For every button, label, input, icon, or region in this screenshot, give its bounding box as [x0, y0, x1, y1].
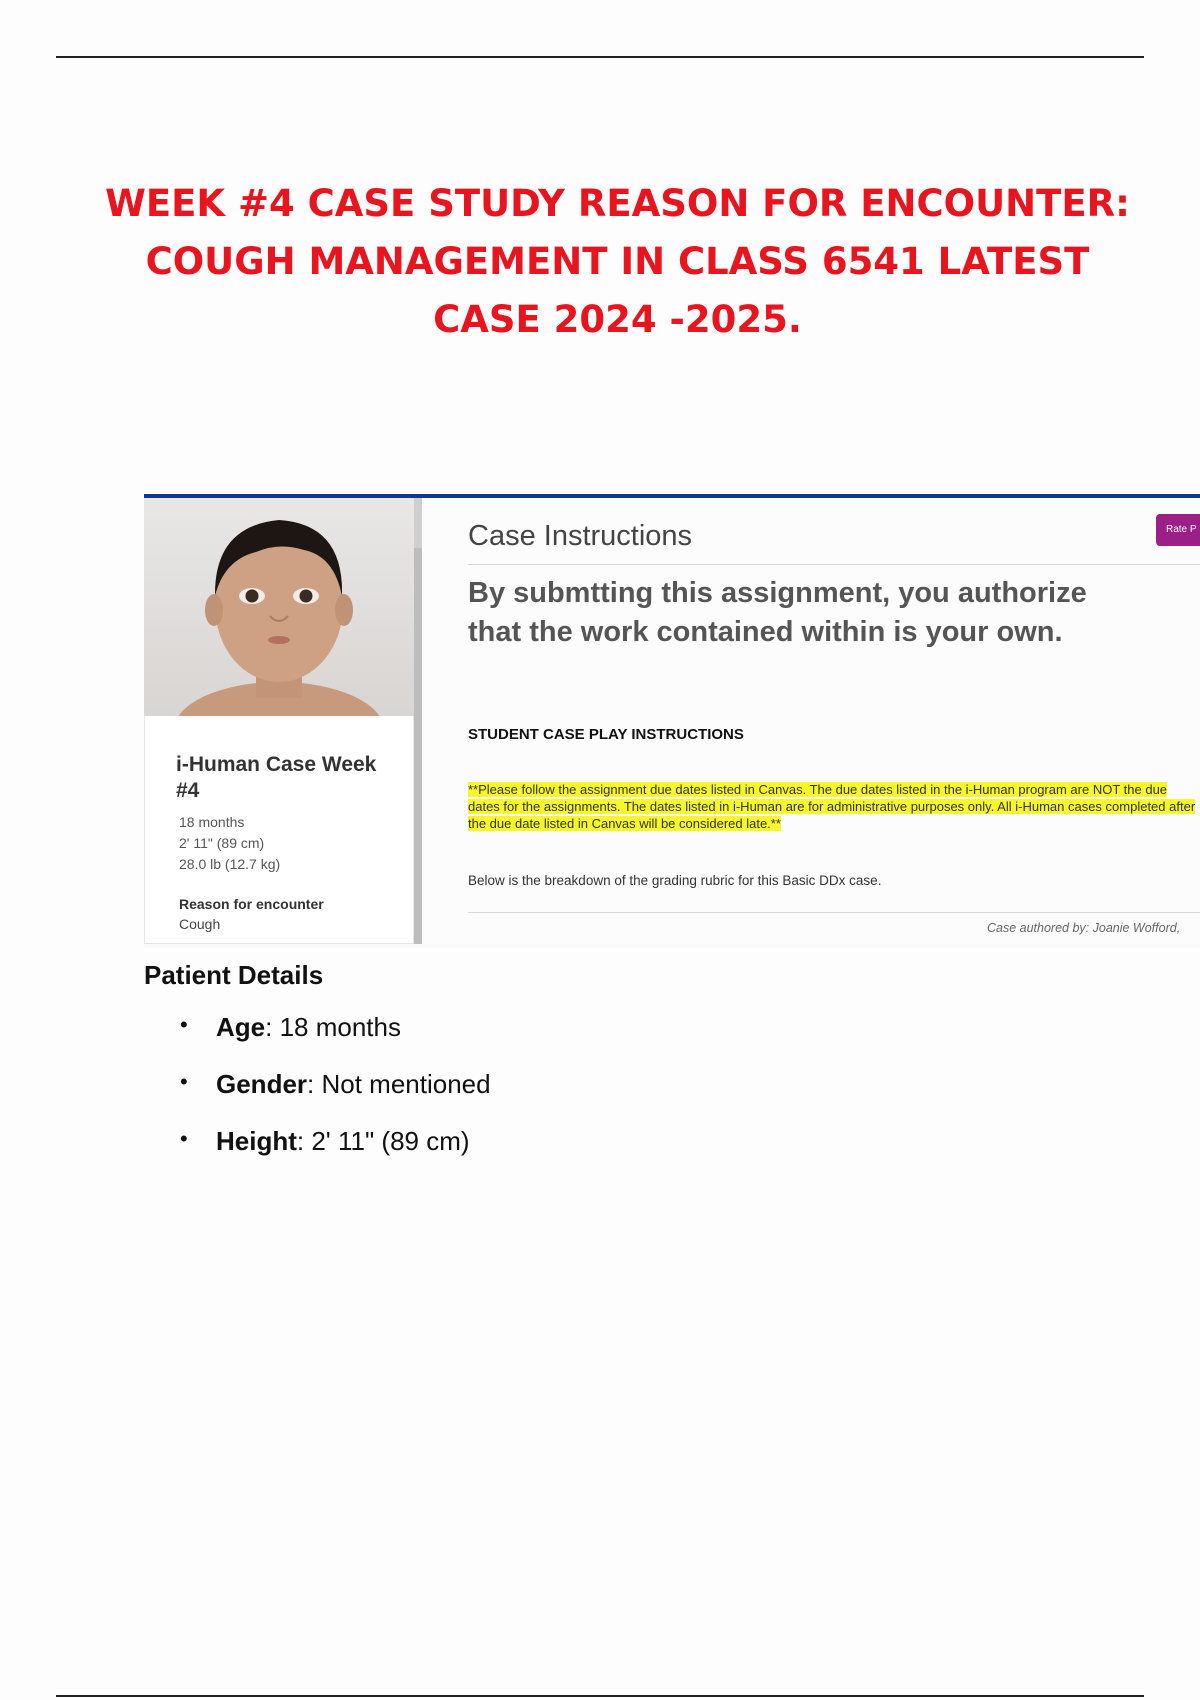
sidebar-scrollbar[interactable] — [414, 548, 422, 944]
reason-label: Reason for encounter — [179, 896, 324, 912]
footer-divider — [468, 912, 1200, 913]
title-line-3: CASE 2024 -2025. — [433, 298, 802, 341]
case-name: i-Human Case Week #4 — [176, 753, 377, 802]
patient-details-heading: Patient Details — [144, 960, 324, 990]
case-instructions-panel — [422, 498, 1200, 944]
bullet: • — [180, 1012, 188, 1037]
rubric-breakdown-text: Below is the breakdown of the grading rubric for this Basic DDx case. — [468, 873, 882, 888]
patient-sidebar — [144, 498, 422, 944]
detail-label: Height — [216, 1126, 297, 1156]
detail-value: : Not mentioned — [307, 1069, 491, 1099]
top-rule — [56, 56, 1144, 58]
title-line-2: COUGH MANAGEMENT IN CLASS 6541 LATEST — [145, 240, 1090, 283]
list-item — [180, 1126, 491, 1183]
list-item — [180, 1012, 491, 1069]
authorization-statement — [468, 574, 1087, 652]
instructions-heading: STUDENT CASE PLAY INSTRUCTIONS — [468, 726, 744, 743]
case-author: Case authored by: Joanie Wofford, — [987, 921, 1181, 935]
reason-value: Cough — [179, 916, 221, 932]
detail-label: Gender — [216, 1069, 308, 1099]
due-date-notice-text: **Please follow the assignment due dates listed in Canvas. The due dates listed in the i-Human program are NOT the due dates for the assignments. The dates listed in i-Human are for administrative purposes only. All i-Human cases completed after the due date listed in Canvas will be considered late.** — [468, 782, 1196, 831]
bottom-rule — [56, 1695, 1144, 1697]
document-title — [100, 175, 1135, 349]
authorization-line-2: that the work contained within is your own. — [468, 616, 1063, 648]
rate-button[interactable]: Rate P — [1156, 514, 1200, 546]
due-date-notice — [468, 781, 1198, 832]
patient-photo — [144, 498, 414, 716]
embedded-case-screenshot — [144, 494, 1200, 948]
detail-label: Age — [216, 1012, 266, 1042]
list-item — [180, 1069, 491, 1126]
patient-weight: 28.0 lb (12.7 kg) — [179, 856, 281, 872]
patient-age: 18 months — [179, 814, 245, 830]
detail-value: : 2' 11" (89 cm) — [296, 1126, 470, 1156]
patient-details-list — [180, 1012, 491, 1183]
patient-height: 2' 11" (89 cm) — [179, 835, 265, 851]
detail-value: : 18 months — [265, 1012, 401, 1042]
title-divider — [468, 564, 1200, 565]
bullet: • — [180, 1126, 188, 1151]
authorization-line-1: By submtting this assignment, you authorize — [468, 577, 1087, 609]
bullet: • — [180, 1069, 188, 1094]
title-line-1: WEEK #4 CASE STUDY REASON FOR ENCOUNTER: — [105, 182, 1130, 225]
case-instructions-title: Case Instructions — [468, 520, 693, 552]
